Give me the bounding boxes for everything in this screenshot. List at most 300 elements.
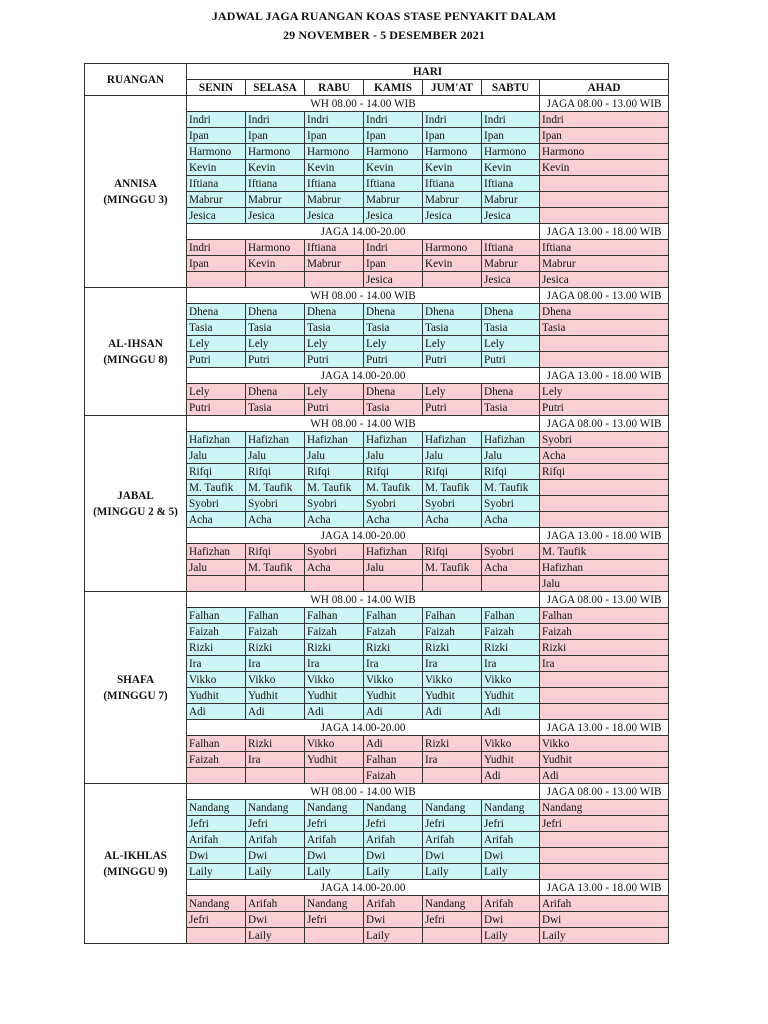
schedule-cell: M. Taufik [187, 480, 246, 496]
ahad-morning-shift-label: JAGA 08.00 - 13.00 WIB [540, 96, 669, 112]
room-name-cell [85, 592, 187, 784]
schedule-cell: Harmono [305, 144, 364, 160]
schedule-cell: Jalu [482, 448, 540, 464]
schedule-cell [540, 848, 669, 864]
schedule-cell [540, 192, 669, 208]
wh-shift-label: WH 08.00 - 14.00 WIB [187, 784, 540, 800]
schedule-cell: Falhan [364, 608, 423, 624]
schedule-cell: M. Taufik [246, 560, 305, 576]
schedule-cell: Adi [482, 768, 540, 784]
schedule-cell: Acha [246, 512, 305, 528]
schedule-cell: Vikko [540, 736, 669, 752]
schedule-cell: Vikko [482, 672, 540, 688]
schedule-cell: M. Taufik [482, 480, 540, 496]
schedule-cell: Iftiana [246, 176, 305, 192]
header-day-rabu: RABU [305, 80, 364, 96]
schedule-cell: Indri [482, 112, 540, 128]
schedule-cell: Harmono [364, 144, 423, 160]
schedule-cell: Putri [305, 352, 364, 368]
header-day-senin: SENIN [187, 80, 246, 96]
schedule-cell: Iftiana [364, 176, 423, 192]
schedule-cell: Mabrur [364, 192, 423, 208]
schedule-cell: Nandang [540, 800, 669, 816]
header-hari: HARI [187, 64, 669, 80]
schedule-cell: Acha [305, 560, 364, 576]
schedule-cell: Acha [187, 512, 246, 528]
schedule-table [84, 63, 669, 944]
schedule-cell: Adi [364, 704, 423, 720]
schedule-cell: Dwi [246, 848, 305, 864]
schedule-cell: Kevin [423, 160, 482, 176]
room-name: AL-IHSAN [108, 337, 163, 350]
schedule-cell: Dhena [364, 304, 423, 320]
schedule-cell: Adi [246, 704, 305, 720]
schedule-cell: Dwi [364, 848, 423, 864]
schedule-cell: Hafizhan [187, 544, 246, 560]
schedule-cell: Dhena [305, 304, 364, 320]
room-name: JABAL [117, 489, 154, 502]
schedule-cell: Ipan [423, 128, 482, 144]
schedule-cell: Faizah [187, 624, 246, 640]
schedule-cell: M. Taufik [364, 480, 423, 496]
schedule-body [85, 96, 669, 944]
schedule-cell: Syobri [540, 432, 669, 448]
schedule-cell: Acha [540, 448, 669, 464]
schedule-cell: Rizki [246, 736, 305, 752]
schedule-cell: Indri [187, 240, 246, 256]
schedule-cell: M. Taufik [246, 480, 305, 496]
schedule-cell: Laily [364, 864, 423, 880]
room-name-cell [85, 288, 187, 416]
schedule-cell: Acha [364, 512, 423, 528]
schedule-cell: Hafizhan [187, 432, 246, 448]
schedule-cell: Tasia [482, 320, 540, 336]
schedule-cell: Laily [246, 864, 305, 880]
schedule-cell: Vikko [423, 672, 482, 688]
schedule-cell: Ira [187, 656, 246, 672]
schedule-cell: Falhan [246, 608, 305, 624]
schedule-cell [305, 576, 364, 592]
schedule-cell: Dwi [305, 848, 364, 864]
schedule-cell: Tasia [540, 320, 669, 336]
schedule-cell: Jesica [246, 208, 305, 224]
schedule-cell: Tasia [423, 320, 482, 336]
schedule-cell [246, 576, 305, 592]
room-name: SHAFA [116, 673, 155, 686]
schedule-cell: Falhan [423, 608, 482, 624]
schedule-cell: Ipan [187, 128, 246, 144]
schedule-cell: Jalu [423, 448, 482, 464]
schedule-cell: Adi [305, 704, 364, 720]
schedule-cell: Laily [246, 928, 305, 944]
schedule-cell: Ipan [482, 128, 540, 144]
schedule-cell: Rizki [423, 640, 482, 656]
schedule-cell: Arifah [540, 896, 669, 912]
schedule-cell: Rifqi [364, 464, 423, 480]
schedule-cell: Harmono [187, 144, 246, 160]
schedule-cell: Kevin [482, 160, 540, 176]
schedule-cell [540, 832, 669, 848]
jaga-shift-label: JAGA 14.00-20.00 [187, 720, 540, 736]
schedule-cell: Hafizhan [364, 432, 423, 448]
ahad-morning-shift-label: JAGA 08.00 - 13.00 WIB [540, 416, 669, 432]
schedule-cell: Ira [246, 656, 305, 672]
ahad-afternoon-shift-label: JAGA 13.00 - 18.00 WIB [540, 528, 669, 544]
schedule-cell: Rifqi [423, 544, 482, 560]
schedule-cell: Rizki [423, 736, 482, 752]
schedule-cell: Syobri [305, 544, 364, 560]
schedule-cell [305, 272, 364, 288]
schedule-cell: Faizah [364, 768, 423, 784]
schedule-cell: Vikko [482, 736, 540, 752]
schedule-cell: Nandang [482, 800, 540, 816]
room-wh-header-row [85, 592, 669, 608]
schedule-cell [540, 496, 669, 512]
schedule-cell: Rifqi [482, 464, 540, 480]
schedule-cell: Mabrur [246, 192, 305, 208]
schedule-cell [482, 576, 540, 592]
schedule-cell: Yudhit [187, 688, 246, 704]
header-day-sabtu: SABTU [482, 80, 540, 96]
schedule-cell: Dwi [187, 848, 246, 864]
schedule-cell [540, 688, 669, 704]
schedule-cell: Ira [423, 656, 482, 672]
schedule-cell: Tasia [364, 320, 423, 336]
schedule-cell: Putri [540, 400, 669, 416]
schedule-cell: Jefri [246, 816, 305, 832]
schedule-cell [423, 768, 482, 784]
schedule-cell: Lely [305, 384, 364, 400]
wh-shift-label: WH 08.00 - 14.00 WIB [187, 416, 540, 432]
schedule-cell: Laily [364, 928, 423, 944]
schedule-cell: Jefri [423, 912, 482, 928]
schedule-cell: Jefri [305, 816, 364, 832]
schedule-cell: M. Taufik [305, 480, 364, 496]
document-title: JADWAL JAGA RUANGAN KOAS STASE PENYAKIT DALAM [211, 9, 557, 23]
schedule-cell [540, 704, 669, 720]
schedule-cell: Putri [246, 352, 305, 368]
schedule-cell: Jesica [540, 272, 669, 288]
schedule-cell: Falhan [187, 608, 246, 624]
schedule-cell: Ira [246, 752, 305, 768]
schedule-cell: Laily [305, 864, 364, 880]
schedule-cell: Rizki [540, 640, 669, 656]
schedule-cell: Rizki [305, 640, 364, 656]
schedule-cell: Mabrur [482, 192, 540, 208]
jaga-shift-label: JAGA 14.00-20.00 [187, 880, 540, 896]
schedule-cell: Hafizhan [305, 432, 364, 448]
header-day-selasa: SELASA [246, 80, 305, 96]
header-day-jumat: JUM'AT [423, 80, 482, 96]
schedule-cell [187, 928, 246, 944]
schedule-cell: Arifah [187, 832, 246, 848]
schedule-cell: Rifqi [187, 464, 246, 480]
schedule-cell: Dwi [482, 912, 540, 928]
schedule-cell: Harmono [246, 144, 305, 160]
schedule-cell: Dhena [187, 304, 246, 320]
ahad-afternoon-shift-label: JAGA 13.00 - 18.00 WIB [540, 224, 669, 240]
schedule-cell: Lely [423, 384, 482, 400]
schedule-cell [246, 768, 305, 784]
schedule-cell: Arifah [482, 832, 540, 848]
schedule-cell: Ipan [364, 128, 423, 144]
schedule-cell: Yudhit [305, 688, 364, 704]
schedule-cell: Mabrur [482, 256, 540, 272]
schedule-cell: Syobri [482, 496, 540, 512]
schedule-cell: M. Taufik [540, 544, 669, 560]
header-day-ahad: AHAD [540, 80, 669, 96]
schedule-cell: Yudhit [482, 752, 540, 768]
schedule-cell: Falhan [482, 608, 540, 624]
schedule-cell: Jalu [187, 560, 246, 576]
schedule-cell: Acha [482, 560, 540, 576]
schedule-cell: Yudhit [364, 688, 423, 704]
schedule-cell: Syobri [482, 544, 540, 560]
schedule-cell: Iftiana [187, 176, 246, 192]
schedule-cell: Hafizhan [540, 560, 669, 576]
schedule-cell: Syobri [246, 496, 305, 512]
schedule-cell: Jesica [482, 272, 540, 288]
schedule-cell: Laily [187, 864, 246, 880]
schedule-cell: Jalu [364, 448, 423, 464]
schedule-cell: Adi [423, 704, 482, 720]
schedule-cell: Harmono [423, 240, 482, 256]
schedule-cell: Putri [423, 352, 482, 368]
schedule-cell: Nandang [423, 896, 482, 912]
header-day-kamis: KAMIS [364, 80, 423, 96]
schedule-cell: Lely [246, 336, 305, 352]
schedule-cell: Nandang [423, 800, 482, 816]
schedule-cell: Arifah [305, 832, 364, 848]
schedule-cell: Rifqi [305, 464, 364, 480]
ahad-afternoon-shift-label: JAGA 13.00 - 18.00 WIB [540, 720, 669, 736]
schedule-cell: Jalu [246, 448, 305, 464]
schedule-cell: Yudhit [540, 752, 669, 768]
schedule-cell: Tasia [246, 320, 305, 336]
schedule-cell: Jesica [364, 272, 423, 288]
schedule-cell: Putri [305, 400, 364, 416]
schedule-cell: Arifah [364, 896, 423, 912]
ahad-morning-shift-label: JAGA 08.00 - 13.00 WIB [540, 288, 669, 304]
schedule-cell: Dhena [482, 304, 540, 320]
schedule-cell: Falhan [305, 608, 364, 624]
schedule-cell: Falhan [187, 736, 246, 752]
room-name: AL-IKHLAS [104, 849, 167, 862]
schedule-cell: Kevin [187, 160, 246, 176]
schedule-cell: Putri [364, 352, 423, 368]
room-name-cell [85, 96, 187, 288]
schedule-cell: Faizah [423, 624, 482, 640]
schedule-cell: Harmono [482, 144, 540, 160]
schedule-cell [246, 272, 305, 288]
schedule-cell: Ira [540, 656, 669, 672]
schedule-cell: Lely [187, 384, 246, 400]
schedule-cell: Jesica [423, 208, 482, 224]
schedule-cell: Laily [540, 928, 669, 944]
schedule-cell: Dwi [482, 848, 540, 864]
schedule-cell: Ipan [246, 128, 305, 144]
schedule-cell [364, 576, 423, 592]
room-week: (MINGGU 7) [103, 689, 168, 702]
schedule-cell: Arifah [246, 832, 305, 848]
room-week: (MINGGU 8) [103, 353, 168, 366]
schedule-cell: Faizah [540, 624, 669, 640]
schedule-cell: Mabrur [305, 192, 364, 208]
schedule-cell: Rifqi [246, 464, 305, 480]
schedule-cell: Acha [305, 512, 364, 528]
schedule-cell: Mabrur [187, 192, 246, 208]
schedule-cell: Lely [305, 336, 364, 352]
schedule-cell: Iftiana [482, 240, 540, 256]
schedule-cell: Syobri [187, 496, 246, 512]
schedule-cell: Nandang [305, 800, 364, 816]
schedule-cell: Hafizhan [482, 432, 540, 448]
schedule-cell: Harmono [540, 144, 669, 160]
ahad-afternoon-shift-label: JAGA 13.00 - 18.00 WIB [540, 368, 669, 384]
schedule-cell: Nandang [187, 800, 246, 816]
schedule-cell: Jalu [305, 448, 364, 464]
schedule-cell: Falhan [540, 608, 669, 624]
wh-shift-label: WH 08.00 - 14.00 WIB [187, 288, 540, 304]
schedule-cell: Rizki [482, 640, 540, 656]
schedule-cell: Iftiana [305, 240, 364, 256]
schedule-cell: Putri [187, 400, 246, 416]
schedule-cell: Ipan [305, 128, 364, 144]
schedule-cell: Indri [364, 112, 423, 128]
schedule-cell: Harmono [423, 144, 482, 160]
schedule-cell: M. Taufik [423, 480, 482, 496]
schedule-cell: Indri [246, 112, 305, 128]
schedule-cell: Faizah [305, 624, 364, 640]
schedule-cell: Vikko [246, 672, 305, 688]
schedule-cell: Jefri [187, 816, 246, 832]
schedule-cell: Harmono [246, 240, 305, 256]
schedule-cell: Dhena [540, 304, 669, 320]
schedule-cell: Hafizhan [364, 544, 423, 560]
ahad-morning-shift-label: JAGA 08.00 - 13.00 WIB [540, 592, 669, 608]
schedule-cell: Putri [482, 352, 540, 368]
schedule-cell: Ira [364, 656, 423, 672]
schedule-cell [423, 272, 482, 288]
schedule-cell: Ira [423, 752, 482, 768]
ahad-afternoon-shift-label: JAGA 13.00 - 18.00 WIB [540, 880, 669, 896]
schedule-cell: Rizki [364, 640, 423, 656]
schedule-cell: Yudhit [482, 688, 540, 704]
schedule-cell: Kevin [423, 256, 482, 272]
schedule-cell: Iftiana [305, 176, 364, 192]
schedule-cell: Vikko [364, 672, 423, 688]
schedule-cell: Putri [423, 400, 482, 416]
schedule-cell: Syobri [423, 496, 482, 512]
room-name: ANNISA [114, 177, 157, 190]
schedule-cell: Dhena [423, 304, 482, 320]
schedule-cell: Hafizhan [246, 432, 305, 448]
schedule-cell [540, 208, 669, 224]
schedule-cell: Rifqi [246, 544, 305, 560]
schedule-cell: Laily [482, 928, 540, 944]
schedule-cell: Faizah [187, 752, 246, 768]
schedule-cell: Faizah [246, 624, 305, 640]
schedule-cell: Mabrur [540, 256, 669, 272]
schedule-cell: Jalu [540, 576, 669, 592]
schedule-cell: Syobri [305, 496, 364, 512]
schedule-cell: Iftiana [540, 240, 669, 256]
schedule-cell [540, 480, 669, 496]
schedule-cell: Jefri [364, 816, 423, 832]
schedule-cell [540, 864, 669, 880]
schedule-cell: Syobri [364, 496, 423, 512]
schedule-cell: Dwi [423, 848, 482, 864]
room-week: (MINGGU 9) [103, 865, 168, 878]
schedule-cell [540, 672, 669, 688]
schedule-cell: Faizah [364, 624, 423, 640]
schedule-cell: Dwi [246, 912, 305, 928]
room-wh-header-row [85, 784, 669, 800]
schedule-cell: Faizah [482, 624, 540, 640]
schedule-cell [540, 336, 669, 352]
schedule-cell: Indri [423, 112, 482, 128]
schedule-cell: Adi [364, 736, 423, 752]
schedule-cell: Dwi [540, 912, 669, 928]
schedule-cell: Tasia [187, 320, 246, 336]
ahad-morning-shift-label: JAGA 08.00 - 13.00 WIB [540, 784, 669, 800]
schedule-cell: M. Taufik [423, 560, 482, 576]
schedule-cell [540, 512, 669, 528]
room-name-cell [85, 784, 187, 944]
schedule-cell: Acha [423, 512, 482, 528]
document-date-range: 29 NOVEMBER - 5 DESEMBER 2021 [283, 28, 485, 42]
schedule-cell [187, 768, 246, 784]
schedule-cell: Arifah [423, 832, 482, 848]
schedule-cell: Indri [305, 112, 364, 128]
schedule-cell: Tasia [246, 400, 305, 416]
schedule-cell: Lely [482, 336, 540, 352]
schedule-cell: Jalu [364, 560, 423, 576]
schedule-cell: Lely [187, 336, 246, 352]
schedule-cell: Tasia [305, 320, 364, 336]
schedule-cell [423, 576, 482, 592]
schedule-cell: Ira [482, 656, 540, 672]
schedule-cell: Yudhit [246, 688, 305, 704]
schedule-cell: Jesica [482, 208, 540, 224]
schedule-cell: Dhena [364, 384, 423, 400]
schedule-cell: Dwi [364, 912, 423, 928]
schedule-cell [305, 928, 364, 944]
room-week: (MINGGU 3) [103, 193, 168, 206]
schedule-cell: Lely [540, 384, 669, 400]
room-wh-header-row [85, 96, 669, 112]
schedule-cell: Jesica [364, 208, 423, 224]
schedule-cell: Jefri [540, 816, 669, 832]
schedule-cell: Jesica [187, 208, 246, 224]
schedule-cell: Arifah [482, 896, 540, 912]
schedule-cell: Mabrur [305, 256, 364, 272]
schedule-cell: Indri [364, 240, 423, 256]
schedule-cell: Adi [187, 704, 246, 720]
header-ruangan: RUANGAN [85, 64, 187, 96]
schedule-cell: Dhena [482, 384, 540, 400]
schedule-cell: Rizki [246, 640, 305, 656]
schedule-cell: Iftiana [423, 176, 482, 192]
schedule-cell [423, 928, 482, 944]
schedule-cell: Rifqi [540, 464, 669, 480]
room-wh-header-row [85, 288, 669, 304]
schedule-cell: Jefri [187, 912, 246, 928]
schedule-cell: Laily [482, 864, 540, 880]
schedule-cell: Yudhit [305, 752, 364, 768]
schedule-cell: Hafizhan [423, 432, 482, 448]
schedule-cell: Vikko [187, 672, 246, 688]
